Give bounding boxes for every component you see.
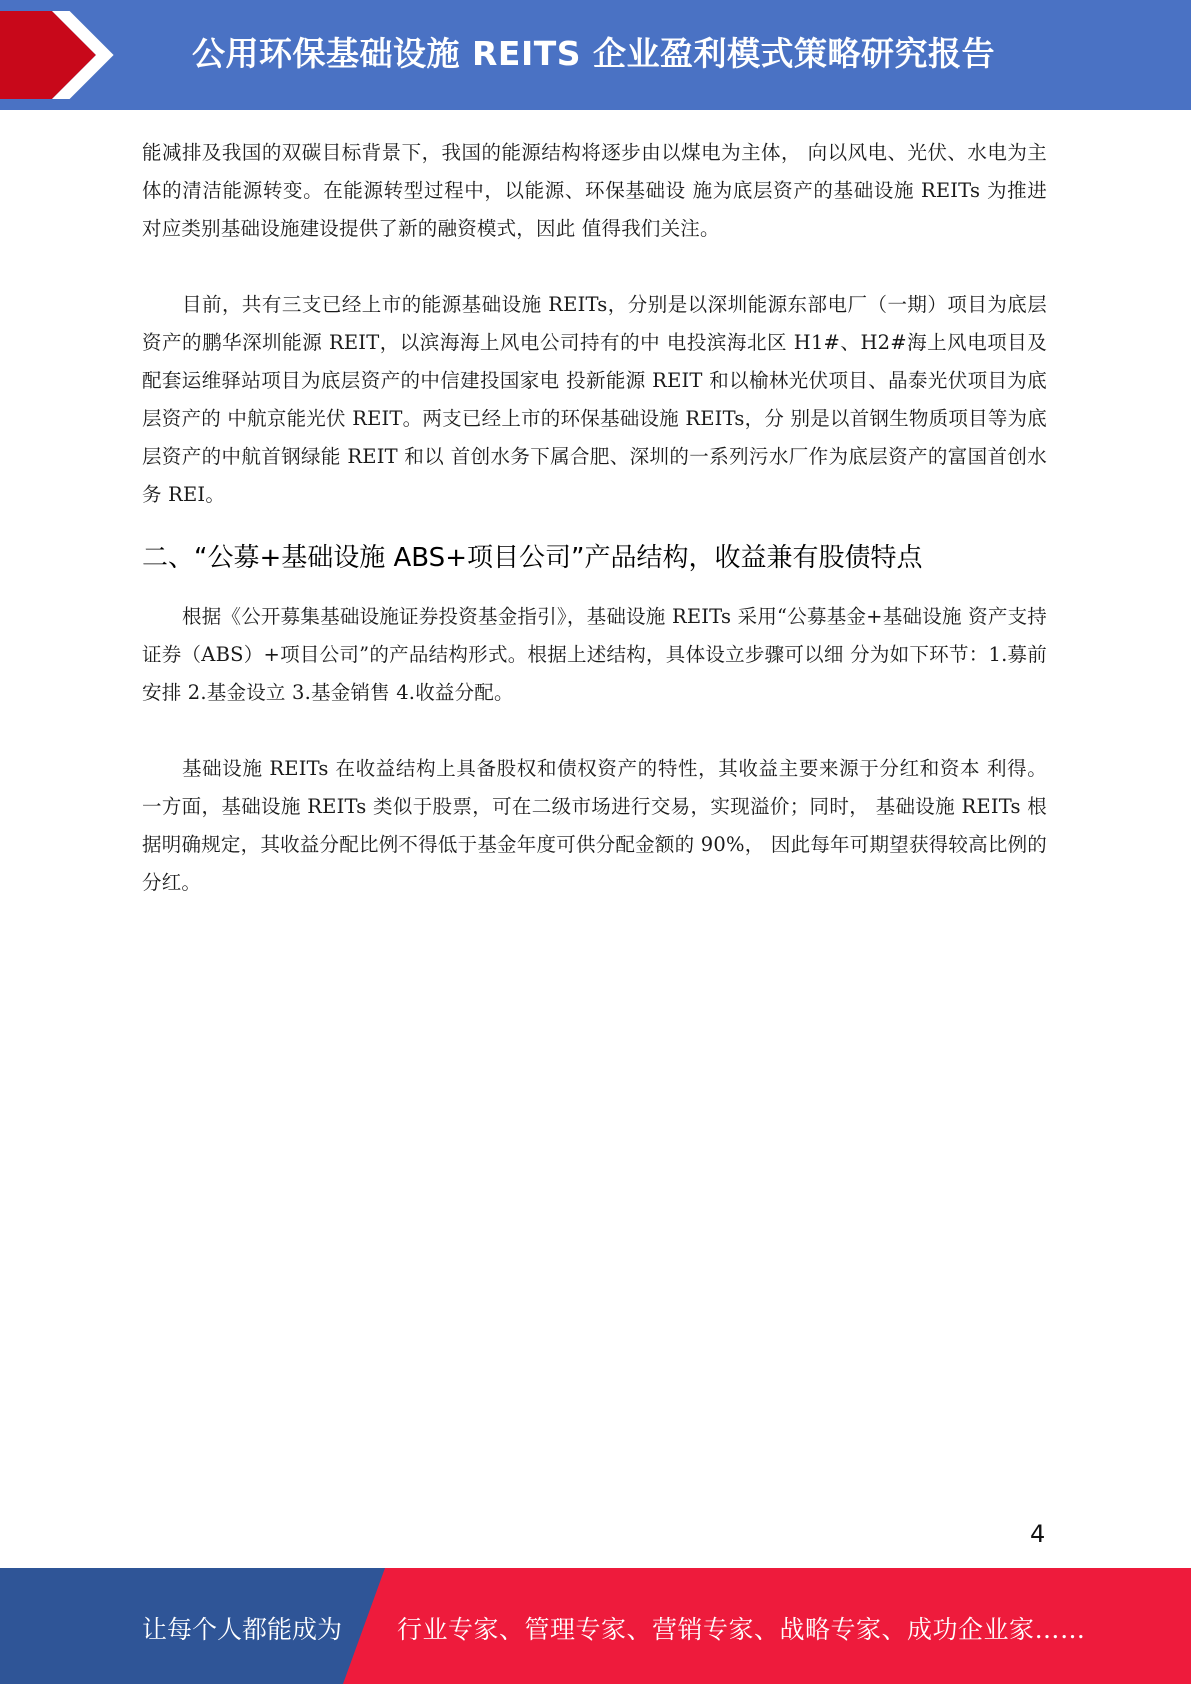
footer-slogan-right: 行业专家、管理专家、营销专家、战略专家、成功企业家……	[397, 1615, 1086, 1644]
section-heading: 二、“公募+基础设施 ABS+项目公司”产品结构，收益兼有股债特点	[142, 543, 923, 573]
paragraph-income-structure: 基础设施 REITs 在收益结构上具备股权和债权资产的特性，其收益主要来源于分红和资本 利得。一方面，基础设施 REITs 类似于股票，可在二级市场进行交易，实现溢价；同时， 基础设施 REITs 根据明确规定，其收益分配比例不得低于基金年度可供分配金额的 90%， 因此每年可期望获得较高比例的分红。	[142, 757, 1047, 894]
footer-banner	[0, 1568, 1191, 1684]
paragraph-listed-reits: 目前，共有三支已经上市的能源基础设施 REITs，分别是以深圳能源东部电厂（一期）项目为底层资产的鹏华深圳能源 REIT，以滨海海上风电公司持有的中 电投滨海北区 H1#、H2#海上风电项目及配套运维驿站项目为底层资产的中信建投国家电 投新能源 REIT 和以榆林光伏项目、晶泰光伏项目为底层资产的 中航京能光伏 REIT。两支已经上市的环保基础设施 REITs，分 别是以首钢生物质项目等为底层资产的中航首钢绿能 REIT 和以 首创水务下属合肥、深圳的一系列污水厂作为底层资产的富国首创水务 REI。	[142, 293, 1047, 506]
paragraph-energy-transition: 能减排及我国的双碳目标背景下，我国的能源结构将逐步由以煤电为主体， 向以风电、光伏、水电为主体的清洁能源转变。在能源转型过程中，以能源、环保基础设 施为底层资产的基础设施 REITs 为推进对应类别基础设施建设提供了新的融资模式，因此 值得我们关注。	[142, 141, 1047, 240]
paragraph-product-structure: 根据《公开募集基础设施证券投资基金指引》，基础设施 REITs 采用“公募基金+基础设施 资产支持证券（ABS）+项目公司”的产品结构形式。根据上述结构，具体设立步骤可以细 分为如下环节：1.募前安排 2.基金设立 3.基金销售 4.收益分配。	[142, 605, 1047, 704]
document-title: 公用环保基础设施 REITS 企业盈利模式策略研究报告	[192, 34, 995, 73]
document-body	[142, 134, 1047, 902]
footer-slogan-left: 让每个人都能成为	[142, 1615, 343, 1644]
header-chevron-icon	[0, 0, 120, 110]
page-number: 4	[1030, 1520, 1046, 1548]
header-banner	[0, 0, 1191, 110]
